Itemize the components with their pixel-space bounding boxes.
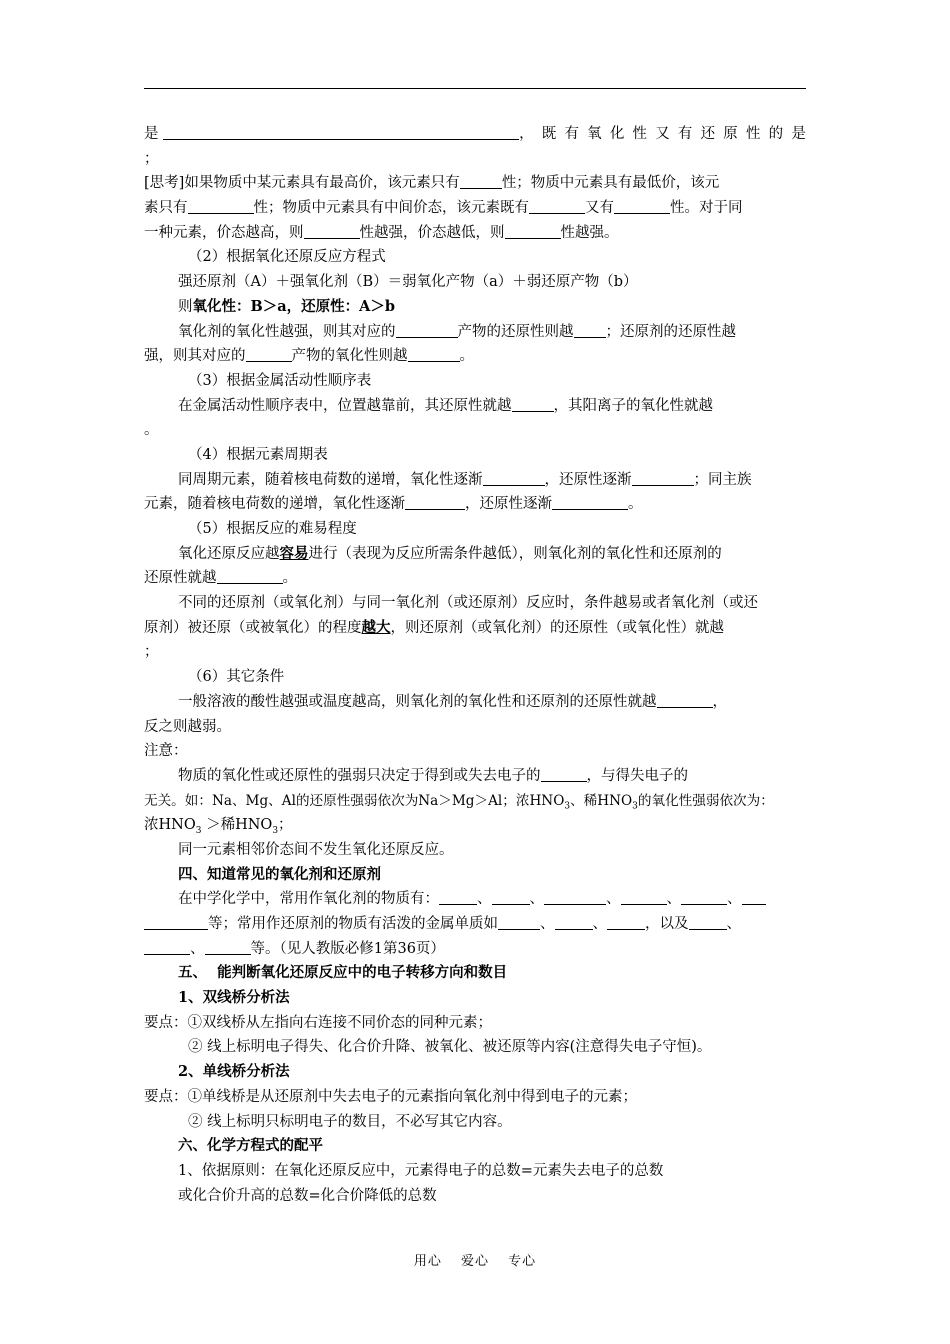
fill-in-blank[interactable] — [544, 890, 606, 905]
text: 性；物质中元素具有中间价态，该元素既有 — [253, 200, 529, 217]
fill-in-blank[interactable] — [246, 347, 292, 362]
subscript: 3 — [632, 801, 638, 812]
subscript: 3 — [195, 826, 202, 837]
emphasis-text: 容易 — [279, 544, 309, 562]
text: [思考]如果物质中某元素具有最高价，该元素只有 — [144, 175, 460, 192]
text: 等；常用作还原剂的物质有活泼的金属单质如 — [208, 916, 498, 932]
text: 的 — [768, 126, 784, 142]
text: 又 — [655, 126, 670, 142]
text: 一种元素，价态越高，则 — [144, 224, 304, 241]
fill-in-blank[interactable] — [144, 915, 208, 930]
fill-in-blank[interactable] — [505, 224, 561, 239]
paragraph-line — [144, 616, 806, 641]
fill-in-blank[interactable] — [689, 915, 727, 930]
text: 、 — [477, 891, 492, 908]
paragraph-line — [144, 912, 806, 937]
text: 。 — [282, 570, 297, 587]
text: 进行（表现为反应所需条件越低），则氧化剂的氧化性和还原剂的 — [308, 545, 722, 562]
text: 氧化剂的氧化性越强，则其对应的 — [178, 323, 396, 340]
paragraph-line: ② 线上标明只标明电子的数目，不必写其它内容。 — [188, 1113, 512, 1130]
text: 同周期元素，随着核电荷数的递增，氧化性逐渐 — [178, 471, 483, 488]
fill-in-blank[interactable] — [188, 199, 254, 214]
subsection-heading: 2、单线桥分析法 — [178, 1063, 290, 1081]
text: ，其阳离子的氧化性就越 — [553, 397, 713, 414]
text: 、 — [606, 891, 621, 908]
fill-in-blank[interactable] — [492, 890, 530, 905]
paragraph-line — [144, 320, 806, 345]
text: 性越强。 — [560, 224, 619, 241]
paragraph-line: 注意： — [144, 743, 188, 760]
text: 则 — [178, 298, 193, 315]
fill-in-blank[interactable] — [144, 940, 190, 955]
text: 无关。如：Na、Mg、Al的还原性强弱依次为Na＞Mg＞Al；浓HNO — [144, 792, 565, 809]
fill-in-blank[interactable] — [574, 323, 606, 338]
fill-in-blank[interactable] — [742, 890, 766, 905]
text: ； — [278, 817, 293, 834]
fill-in-blank[interactable] — [205, 940, 251, 955]
section-heading: （5）根据反应的难易程度 — [188, 521, 357, 537]
section-heading: （6）其它条件 — [188, 669, 285, 686]
section-heading: （3）根据金属活动性顺序表 — [188, 372, 372, 389]
text: 性；物质中元素具有最低价，该元 — [501, 175, 720, 192]
fill-in-blank[interactable] — [217, 569, 283, 584]
fill-in-blank[interactable] — [657, 693, 713, 708]
paragraph-line — [144, 122, 806, 147]
fill-in-blank[interactable] — [555, 915, 593, 930]
text: 还原性就越 — [144, 570, 217, 587]
text: 的氧化性强弱依次为： — [637, 792, 774, 809]
paragraph-line: 1、依据原则：在氧化还原反应中，元素得电子的总数=元素失去电子的总数 — [178, 1162, 664, 1179]
fill-in-blank[interactable] — [163, 125, 519, 140]
paragraph-line: 要点：①双线桥从左指向右连接不同价态的同种元素； — [144, 1014, 492, 1031]
text: 在中学化学中，常用作氧化剂的物质有： — [178, 891, 439, 908]
section-heading: 六、化学方程式的配平 — [178, 1137, 323, 1155]
text: 是 — [144, 126, 159, 142]
subscript: 3 — [564, 801, 571, 812]
fill-in-blank[interactable] — [483, 471, 545, 486]
paragraph-line: ； — [144, 644, 159, 661]
text: ，还原性逐渐 — [465, 496, 552, 513]
fill-in-blank[interactable] — [408, 347, 460, 362]
text: 物质的氧化性或还原性的强弱只决定于得到或失去电子的 — [178, 767, 541, 784]
text: 、 — [540, 916, 555, 932]
fill-in-blank[interactable] — [607, 915, 645, 930]
equation-line: 强还原剂（A）＋强氧化剂（B）＝弱氧化产物（a）＋弱还原产物（b） — [178, 274, 638, 291]
paragraph-line — [144, 492, 806, 517]
text: 是 — [791, 126, 806, 142]
paragraph-line — [144, 221, 806, 246]
text: 原剂）被还原（或被氧化）的程度 — [144, 619, 362, 636]
text: 、 — [529, 891, 544, 908]
fill-in-blank[interactable] — [681, 890, 727, 905]
fill-in-blank[interactable] — [439, 890, 477, 905]
subscript: 3 — [272, 826, 279, 837]
text: ；同主族 — [693, 471, 752, 488]
paragraph-line — [144, 295, 806, 320]
paragraph-line: 要点：①单线桥是从还原剂中失去电子的元素指向氧化剂中得到电子的元素； — [144, 1088, 637, 1105]
fill-in-blank[interactable] — [614, 199, 670, 214]
fill-in-blank[interactable] — [632, 471, 694, 486]
paragraph-line: 不同的还原剂（或氧化剂）与同一氧化剂（或还原剂）反应时，条件越易或者氧化剂（或还 — [178, 595, 758, 612]
text: 素只有 — [144, 200, 188, 217]
text: 既 — [541, 126, 557, 142]
text: 。 — [459, 348, 474, 365]
text: 原 — [723, 126, 738, 142]
fill-in-blank[interactable] — [396, 323, 458, 338]
text: 、 — [592, 916, 607, 932]
text: 、稀HNO — [570, 792, 633, 809]
text: 、 — [726, 916, 741, 932]
section-heading: （4）根据元素周期表 — [188, 446, 328, 463]
text: ＞稀HNO — [201, 817, 273, 834]
section-heading: 四、知道常见的氧化剂和还原剂 — [178, 865, 381, 883]
page-footer: 用心 爱心 专心 — [413, 1254, 537, 1269]
paragraph-line: 反之则越弱。 — [144, 718, 231, 735]
paragraph-line — [144, 690, 806, 715]
text: ，与得失电子的 — [586, 767, 688, 784]
text: ， — [519, 126, 534, 142]
fill-in-blank[interactable] — [460, 174, 502, 189]
text: 一般溶液的酸性越强或温度越高，则氧化剂的氧化性和还原剂的还原性就越 — [178, 693, 657, 710]
fill-in-blank[interactable] — [621, 890, 667, 905]
fill-in-blank[interactable] — [498, 915, 540, 930]
text: 、 — [727, 891, 742, 908]
fill-in-blank[interactable] — [512, 397, 554, 412]
bold-text: 氧化性：B＞a，还原性：A＞b — [192, 297, 396, 315]
text: 浓HNO — [144, 817, 196, 834]
paragraph-line: 。 — [144, 422, 159, 439]
paragraph-line — [144, 887, 806, 912]
text: 产物的还原性则越 — [457, 323, 574, 340]
paragraph-line: 或化合价升高的总数=化合价降低的总数 — [178, 1187, 437, 1204]
text: 性。对于同 — [670, 200, 743, 217]
fill-in-blank[interactable] — [541, 767, 587, 782]
paragraph-line — [144, 344, 806, 369]
text: 又有 — [585, 200, 614, 217]
section-heading: （2）根据氧化还原反应方程式 — [188, 249, 386, 266]
text: 、 — [190, 940, 205, 957]
subsection-heading: 1、双线桥分析法 — [178, 989, 290, 1007]
paragraph-line: ② 线上标明电子得失、化合价升降、被氧化、被还原等内容(注意得失电子守恒)。 — [188, 1039, 712, 1056]
header-rule — [144, 88, 806, 89]
fill-in-blank[interactable] — [405, 495, 465, 510]
fill-in-blank[interactable] — [552, 495, 628, 510]
paragraph-line — [144, 764, 806, 789]
text: 强，则其对应的 — [144, 348, 246, 365]
text: 氧化还原反应越 — [178, 545, 280, 562]
paragraph-line — [144, 813, 806, 838]
text: 。 — [628, 496, 643, 513]
text: 化 — [609, 126, 625, 142]
paragraph-line: 同一元素相邻价态间不发生氧化还原反应。 — [178, 841, 454, 858]
emphasis-text: 越大 — [361, 618, 391, 636]
section-heading: 五、 能判断氧化还原反应中的电子转移方向和数目 — [178, 964, 508, 982]
paragraph-line — [144, 937, 806, 962]
text: ；还原剂的还原性越 — [605, 323, 736, 340]
paragraph-line — [144, 542, 806, 567]
text: 性 — [632, 126, 648, 142]
text: 在金属活动性顺序表中，位置越靠前，其还原性就越 — [178, 397, 512, 414]
document-body — [144, 122, 806, 1208]
text: 性 — [745, 126, 761, 142]
text: 性越强，价态越低，则 — [359, 224, 505, 241]
text: 有 — [564, 126, 579, 142]
text: 、 — [666, 891, 681, 908]
text: 产物的氧化性则越 — [291, 348, 408, 365]
text: 氧 — [587, 126, 602, 142]
fill-in-blank[interactable] — [529, 199, 585, 214]
paragraph-line — [144, 566, 806, 591]
text: 有 — [677, 126, 693, 142]
paragraph-line — [144, 394, 806, 419]
paragraph-line — [144, 171, 806, 196]
text: ，还原性逐渐 — [544, 471, 632, 488]
fill-in-blank[interactable] — [304, 224, 360, 239]
text: ，则还原剂（或氧化剂）的还原性（或氧化性）就越 — [390, 619, 724, 636]
paragraph-line — [144, 468, 806, 493]
text: 元素，随着核电荷数的递增，氧化性逐渐 — [144, 496, 405, 513]
text: ，以及 — [645, 916, 689, 932]
paragraph-line: ； — [144, 150, 159, 167]
text: 等。（见人教版必修1第36页） — [250, 940, 445, 957]
text: 还 — [700, 126, 716, 142]
text: ， — [712, 693, 727, 710]
paragraph-line — [144, 789, 806, 814]
paragraph-line — [144, 196, 806, 221]
